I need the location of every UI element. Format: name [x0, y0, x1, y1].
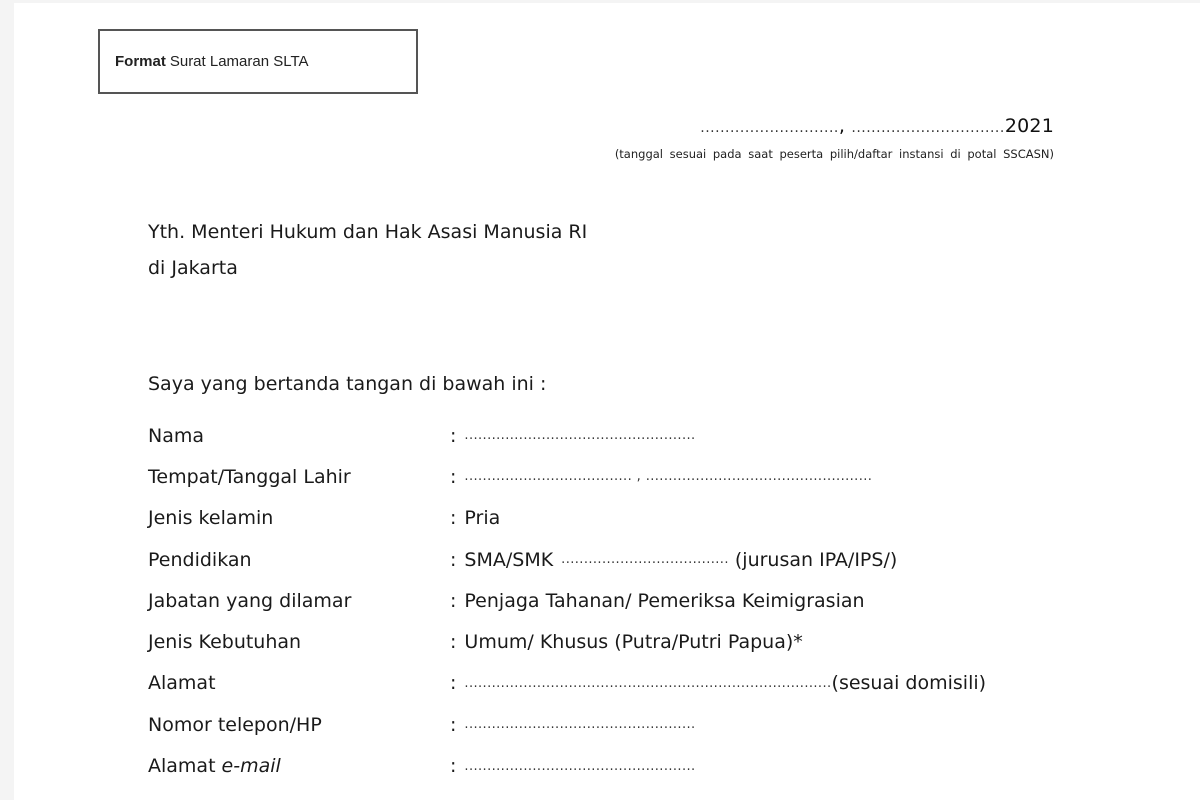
- title-box: [98, 29, 418, 94]
- field-label: Jenis kelamin: [148, 507, 274, 530]
- addressee-line-1: Yth. Menteri Hukum dan Hak Asasi Manusia RI: [148, 221, 588, 243]
- field-placeholder: ..................................... , ..................................................: [464, 469, 873, 485]
- field-colon: :: [450, 424, 457, 447]
- field-jenis-kebutuhan: [148, 621, 986, 662]
- field-placeholder: ...................................................: [464, 758, 696, 774]
- field-colon: :: [450, 507, 457, 530]
- addressee-line-2: di Jakarta: [148, 257, 238, 279]
- field-suffix: (jurusan IPA/IPS/): [734, 548, 898, 571]
- field-nama: [148, 415, 986, 456]
- date-separator: ,: [838, 115, 846, 137]
- field-alamat-email: [148, 745, 986, 786]
- field-colon: :: [450, 589, 457, 612]
- field-jenis-kelamin: [148, 498, 986, 539]
- date-note: (tanggal sesuai pada saat peserta pilih/daftar instansi di potal SSCASN): [614, 147, 1054, 161]
- field-label: Jabatan yang dilamar: [148, 589, 352, 612]
- field-placeholder: ...................................................: [464, 428, 696, 444]
- field-colon: :: [450, 465, 457, 488]
- field-value: Umum/ Khusus (Putra/Putri Papua)*: [464, 631, 803, 654]
- place-placeholder: ............................: [700, 120, 839, 136]
- date-placeholder: ...............................: [851, 120, 1005, 136]
- field-label: Alamat: [148, 755, 216, 778]
- field-label: Alamat: [148, 672, 216, 695]
- field-placeholder: ...................................................: [464, 717, 696, 733]
- field-value: Penjaga Tahanan/ Pemeriksa Keimigrasian: [464, 589, 865, 612]
- document-page: [14, 3, 1200, 800]
- field-colon: :: [450, 631, 457, 654]
- date-line: [700, 115, 1054, 137]
- field-placeholder: .....................................: [561, 552, 729, 568]
- field-suffix: (sesuai domisili): [831, 672, 987, 695]
- field-label: Pendidikan: [148, 548, 252, 571]
- field-label-italic: e-mail: [221, 755, 281, 778]
- title-text: Surat Lamaran SLTA: [169, 53, 309, 70]
- field-tempat-tanggal-lahir: [148, 456, 986, 497]
- field-alamat: [148, 663, 986, 704]
- fields-list: [148, 415, 986, 787]
- field-pendidikan: [148, 539, 986, 580]
- field-colon: :: [450, 672, 457, 695]
- intro-text: Saya yang bertanda tangan di bawah ini :: [148, 373, 547, 395]
- field-label: Tempat/Tanggal Lahir: [148, 465, 351, 488]
- field-value: Pria: [464, 507, 501, 530]
- field-label: Nomor telepon/HP: [148, 713, 322, 736]
- field-label: Jenis Kebutuhan: [148, 631, 302, 654]
- field-placeholder: .................................................................................: [464, 675, 832, 691]
- field-jabatan: [148, 580, 986, 621]
- field-label-wrap: [148, 755, 450, 777]
- field-colon: :: [450, 713, 457, 736]
- field-colon: :: [450, 548, 457, 571]
- field-prefix: SMA/SMK: [464, 548, 554, 571]
- field-label: Nama: [148, 424, 205, 447]
- title-bold: Format: [115, 53, 166, 70]
- field-colon: :: [450, 755, 457, 778]
- addressee: [148, 214, 587, 286]
- date-year: 2021: [1004, 115, 1054, 137]
- field-nomor-telepon: [148, 704, 986, 745]
